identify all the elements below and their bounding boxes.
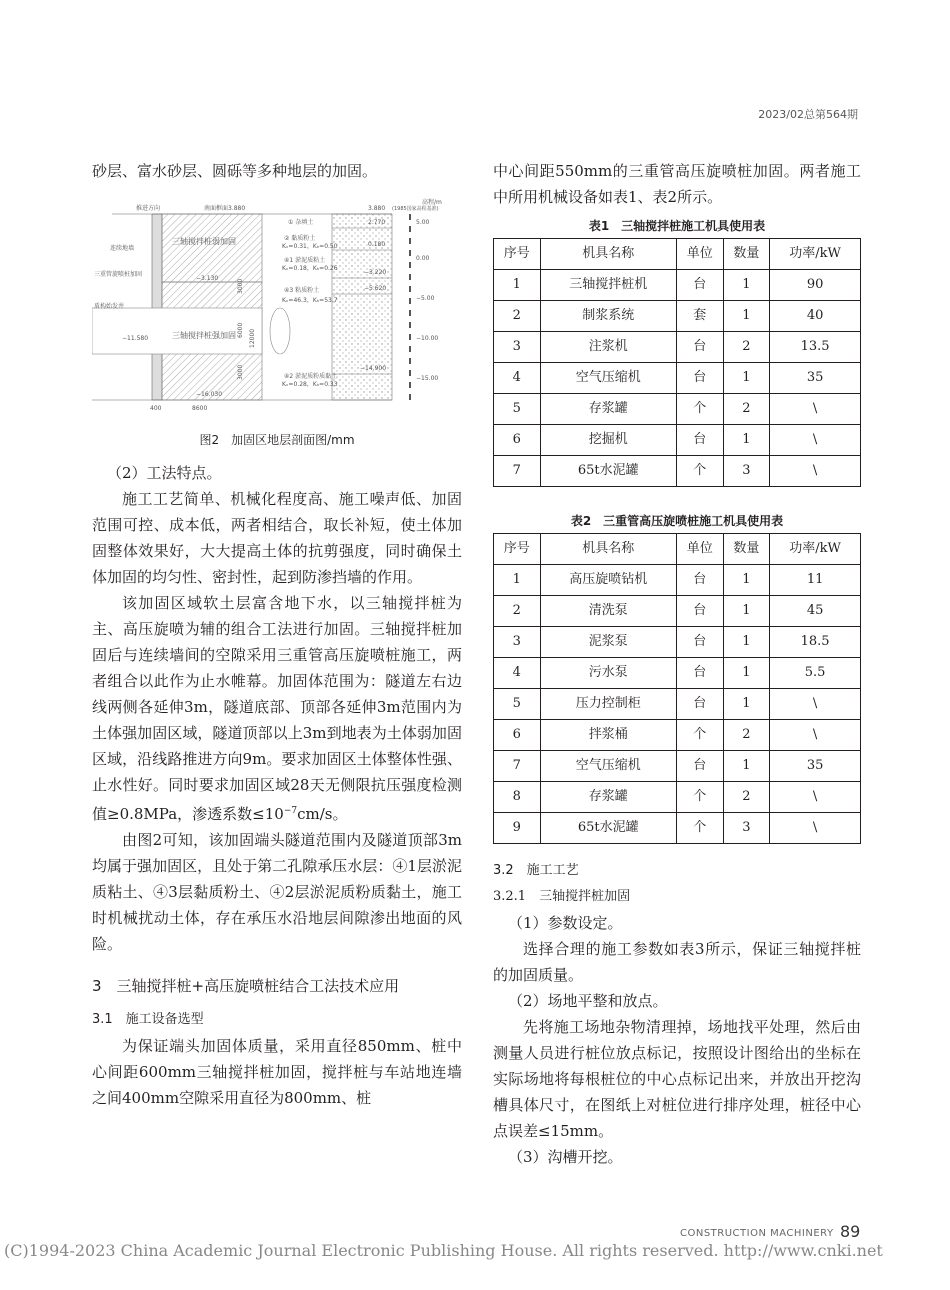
- table-cell: 5.5: [770, 658, 861, 689]
- table-cell: 3: [723, 456, 770, 487]
- elev-6: −14.900: [360, 365, 387, 372]
- table-cell: 拌浆桶: [540, 720, 676, 751]
- table-cell: \: [770, 394, 861, 425]
- elev-3: 0.180: [368, 241, 386, 248]
- table-header-cell: 机具名称: [540, 534, 676, 565]
- table-row: [494, 456, 861, 487]
- table-cell: 台: [676, 658, 723, 689]
- table-cell: 18.5: [770, 627, 861, 658]
- table-cell: 45: [770, 596, 861, 627]
- table-header-cell: 单位: [676, 534, 723, 565]
- table1-caption: 表1 三轴搅拌桩施工机具使用表: [588, 219, 766, 233]
- table-cell: 65t水泥罐: [540, 813, 676, 844]
- table-row: [494, 332, 861, 363]
- left-column: [92, 158, 462, 1111]
- layer-41-k: Kᵥ=0.18，Kₕ=0.26: [282, 265, 338, 272]
- table-cell: 空气压缩机: [540, 751, 676, 782]
- right-column: [493, 158, 861, 1170]
- table-cell: 个: [676, 394, 723, 425]
- strong-zone-label: 三轴搅拌桩强加固: [172, 331, 236, 340]
- elev-1: 3.880: [368, 205, 386, 212]
- advance-label: 推进方向: [136, 205, 161, 212]
- table-row: [494, 565, 861, 596]
- table-cell: 挖掘机: [540, 425, 676, 456]
- table-cell: 1: [723, 596, 770, 627]
- dim-12000: 12000: [249, 328, 256, 348]
- figure-2: [92, 198, 462, 418]
- table-header-cell: 序号: [494, 239, 541, 270]
- table-row: [494, 627, 861, 658]
- table-1: [493, 238, 861, 487]
- paragraph-text: cm/s。: [297, 805, 348, 823]
- page-number: 89: [840, 1222, 861, 1241]
- table-row: [494, 658, 861, 689]
- table-cell: \: [770, 720, 861, 751]
- diaphragm-label: 连续地墙: [110, 245, 135, 252]
- table-row: [494, 689, 861, 720]
- shield-label: 盾构始发井: [94, 303, 125, 310]
- paragraph-text: 该加固区域软土层富含地下水，以三轴搅拌桩为主、高压旋喷为辅的组合工法进行加固。三轴搅拌桩加固后与连续墙间的空隙采用三重管高压旋喷桩施工，两者组合以此作为止水帷幕。加固体范围为：隧道左右边线两侧各延伸3m，隧道底部、顶部各延伸3m范围内为土体强加固区域，隧道顶部以上3m到地表为土体弱加固区域，沿线路推进方向9m。要求加固区土体整体性强、止水性好。同时要求加固区域28天无侧限抗压强度检测值≥0.8MPa，渗透系数≤10: [92, 594, 462, 823]
- table-cell: 个: [676, 813, 723, 844]
- table-header-cell: 单位: [676, 239, 723, 270]
- table-cell: 5: [494, 394, 541, 425]
- table-cell: 制浆系统: [540, 301, 676, 332]
- layer-42: ④2 淤泥质粉质黏土: [284, 373, 338, 380]
- weak-zone-label: 三轴搅拌桩弱加固: [172, 237, 236, 246]
- table-cell: 35: [770, 363, 861, 394]
- paragraph: 选择合理的施工参数如表3所示，保证三轴搅拌桩的加固质量。: [493, 940, 861, 984]
- table-cell: 污水泵: [540, 658, 676, 689]
- paragraph: 先将施工场地杂物清理掉，场地找平处理，然后由测量人员进行桩位放点标记，按照设计图给出的坐标在实际场地将每根桩位的中心点标记出来，并放出开挖沟槽具体尺寸，在图纸上对桩位进行排序处理，桩径中心点误差≤15mm。: [493, 1018, 861, 1140]
- depth-2: −11.580: [122, 335, 149, 342]
- table-cell: 台: [676, 363, 723, 394]
- table-2: [493, 533, 861, 844]
- paragraph: 中心间距550mm的三重管高压旋喷桩加固。两者施工中所用机械设备如表1、表2所示。: [493, 162, 861, 206]
- table-row: [494, 751, 861, 782]
- table-cell: 90: [770, 270, 861, 301]
- table-cell: 空气压缩机: [540, 363, 676, 394]
- table-cell: \: [770, 425, 861, 456]
- table-row: [494, 720, 861, 751]
- stratum-section-diagram: [92, 198, 462, 416]
- journal-name: CONSTRUCTION MACHINERY: [680, 1228, 834, 1239]
- table-cell: 1: [723, 751, 770, 782]
- section-heading: 3 三轴搅拌桩+高压旋喷桩结合工法技术应用: [92, 977, 400, 995]
- dim-6000: 6000: [237, 322, 244, 338]
- table-cell: 泥浆泵: [540, 627, 676, 658]
- table-cell: 台: [676, 270, 723, 301]
- table-cell: 6: [494, 425, 541, 456]
- paragraph: [92, 590, 462, 827]
- table-row: [494, 394, 861, 425]
- dim-3000: 3000: [237, 278, 244, 294]
- table-cell: 3: [723, 813, 770, 844]
- paragraph: 由图2可知，该加固端头隧道范围内及隧道顶部3m均属于强加固区，且处于第二孔隙承压水层：④1层淤泥质粘土、④3层黏质粉土、④2层淤泥质粉质黏土，施工时机械扰动土体，存在承压水沿地层间隙渗出地面的风险。: [92, 831, 462, 953]
- table-cell: 7: [494, 456, 541, 487]
- layer-43: ④3 粘质粉土: [284, 287, 320, 294]
- scale-4: −10.00: [416, 335, 439, 342]
- table-cell: 1: [723, 425, 770, 456]
- table-cell: 2: [494, 596, 541, 627]
- paragraph: 砂层、富水砂层、圆砾等多种地层的加固。: [92, 162, 378, 180]
- subsection-heading: 3.2 施工工艺: [493, 863, 579, 878]
- layer-1: ① 杂填土: [288, 219, 314, 226]
- layer-2: ② 黏质粉土: [284, 235, 316, 242]
- exponent: −7: [283, 806, 298, 816]
- table-cell: 1: [723, 301, 770, 332]
- table-cell: 个: [676, 720, 723, 751]
- subheading: （3）沟槽开挖。: [508, 1148, 623, 1166]
- table-cell: 65t水泥罐: [540, 456, 676, 487]
- table-header-row: [494, 239, 861, 270]
- table-header-cell: 数量: [723, 534, 770, 565]
- table-header-row: [494, 534, 861, 565]
- table-header-cell: 数量: [723, 239, 770, 270]
- layer-42-k: Kᵥ=0.28，Kₕ=0.33: [282, 381, 338, 388]
- table-cell: 1: [723, 270, 770, 301]
- scale-1: 5.00: [416, 219, 430, 226]
- table-cell: 4: [494, 363, 541, 394]
- paragraph: 为保证端头加固体质量，采用直径850mm、桩中心间距600mm三轴搅拌桩加固，搅拌桩与车站地连墙之间400mm空隙采用直径为800mm、桩: [92, 1037, 462, 1107]
- table-cell: 1: [494, 270, 541, 301]
- table-cell: 2: [723, 394, 770, 425]
- table-cell: 4: [494, 658, 541, 689]
- table-header-cell: 功率/kW: [770, 239, 861, 270]
- elev-sub: (1985国家高程基准): [392, 206, 439, 212]
- table-cell: 35: [770, 751, 861, 782]
- table-cell: \: [770, 456, 861, 487]
- scale-2: 0.00: [416, 255, 430, 262]
- table-cell: 存浆罐: [540, 394, 676, 425]
- table-cell: 台: [676, 332, 723, 363]
- dim-8600: 8600: [192, 405, 208, 412]
- table-cell: \: [770, 689, 861, 720]
- ground-label: 南面框面3.880: [204, 205, 246, 212]
- copyright-line: (C)1994-2023 China Academic Journal Electronic Publishing House. All rights reserved. http://www.cnki.net: [4, 1241, 883, 1260]
- table-cell: 13.5: [770, 332, 861, 363]
- table-cell: 1: [723, 658, 770, 689]
- elev-title: 高程/m: [422, 199, 442, 206]
- table-header-cell: 序号: [494, 534, 541, 565]
- scale-3: −5.00: [416, 295, 435, 302]
- elev-5: −5.620: [364, 285, 387, 292]
- elev-2: 2.770: [368, 219, 386, 226]
- table-cell: 1: [723, 363, 770, 394]
- subsubsection-heading: 3.2.1 三轴搅拌桩加固: [493, 889, 631, 904]
- subheading: （2）场地平整和放点。: [508, 992, 668, 1010]
- table-cell: 存浆罐: [540, 782, 676, 813]
- table-cell: 3: [494, 627, 541, 658]
- table-cell: 台: [676, 425, 723, 456]
- table-row: [494, 813, 861, 844]
- table-cell: 台: [676, 596, 723, 627]
- depth-1: −3.130: [196, 275, 219, 282]
- subheading: （2）工法特点。: [107, 464, 222, 482]
- table-cell: 1: [723, 689, 770, 720]
- table-cell: 台: [676, 565, 723, 596]
- table-cell: 2: [723, 782, 770, 813]
- table-row: [494, 596, 861, 627]
- scale-5: −15.00: [416, 375, 439, 382]
- table-cell: 清洗泵: [540, 596, 676, 627]
- table-cell: 40: [770, 301, 861, 332]
- table-cell: 2: [723, 720, 770, 751]
- paragraph: 施工工艺简单、机械化程度高、施工噪声低、加固范围可控、成本低，两者相结合，取长补短，使土体加固整体效果好，大大提高土体的抗剪强度，同时确保土体加固的均匀性、密封性，起到防渗挡墙的作用。: [92, 490, 462, 586]
- dim-400: 400: [150, 405, 162, 412]
- table-header-cell: 功率/kW: [770, 534, 861, 565]
- table-cell: 3: [494, 332, 541, 363]
- table-cell: 1: [723, 627, 770, 658]
- table-cell: 2: [723, 332, 770, 363]
- table-cell: 2: [494, 301, 541, 332]
- table-row: [494, 363, 861, 394]
- table-cell: 三轴搅拌桩机: [540, 270, 676, 301]
- table-cell: 台: [676, 751, 723, 782]
- jet-label: 三重管旋喷桩加固: [94, 271, 143, 278]
- layer-2-k: Kᵥ=0.31，Kₕ=0.50: [282, 243, 338, 250]
- table-cell: 台: [676, 689, 723, 720]
- table-cell: 个: [676, 782, 723, 813]
- issue-header: 2023/02总第564期: [758, 108, 858, 121]
- subheading: （1）参数设定。: [508, 914, 623, 932]
- depth-3: −16.030: [196, 391, 223, 398]
- table-cell: 注浆机: [540, 332, 676, 363]
- table-cell: 套: [676, 301, 723, 332]
- table-cell: \: [770, 813, 861, 844]
- layer-41: ④1 淤泥质粘土: [284, 257, 326, 264]
- table-row: [494, 270, 861, 301]
- table-header-cell: 机具名称: [540, 239, 676, 270]
- table-cell: 8: [494, 782, 541, 813]
- table-cell: 压力控制柜: [540, 689, 676, 720]
- table-cell: 5: [494, 689, 541, 720]
- table-cell: 11: [770, 565, 861, 596]
- table2-caption: 表2 三重管高压旋喷桩施工机具使用表: [570, 514, 784, 528]
- table-cell: 高压旋喷钻机: [540, 565, 676, 596]
- table-row: [494, 301, 861, 332]
- table-cell: \: [770, 782, 861, 813]
- table-cell: 个: [676, 456, 723, 487]
- subsection-heading: 3.1 施工设备选型: [92, 1012, 204, 1027]
- layer-43-k: Kᵥ=46.3，Kₕ=53.7: [282, 297, 338, 304]
- table-row: [494, 425, 861, 456]
- table-cell: 1: [723, 565, 770, 596]
- table-cell: 9: [494, 813, 541, 844]
- table-cell: 7: [494, 751, 541, 782]
- table-cell: 6: [494, 720, 541, 751]
- elev-4: −3.220: [364, 269, 387, 276]
- table-cell: 1: [494, 565, 541, 596]
- figure-caption: 图2 加固区地层剖面图/mm: [199, 433, 355, 447]
- dim-3000b: 3000: [237, 364, 244, 380]
- table-row: [494, 782, 861, 813]
- table-cell: 台: [676, 627, 723, 658]
